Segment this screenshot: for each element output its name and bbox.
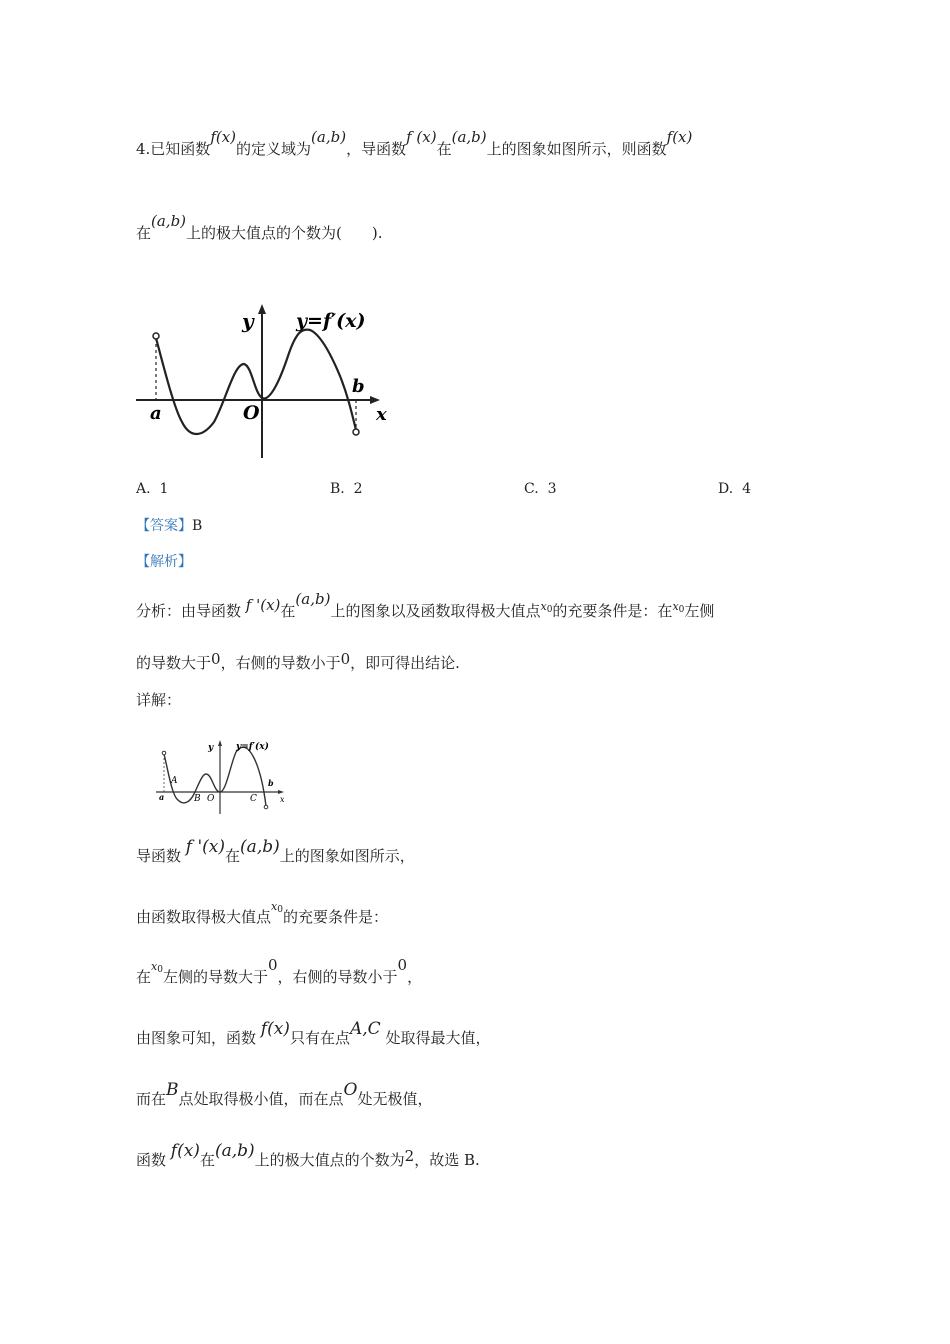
math-fprime: f '(x) [185,837,226,857]
y-axis-arrow-icon [218,740,222,746]
detail-text: 由图象可知，函数 [136,1029,257,1047]
point-b-label: B [194,794,201,804]
question-line-2 [136,212,383,243]
question-text: 4.已知函数 [136,140,211,158]
detail-text: 在 [136,968,152,986]
math-zero: 0 [340,650,351,668]
detail-text: 在 [225,847,241,865]
detail-text: 处取得最大值， [385,1029,491,1047]
detail-label: 详解： [136,691,182,709]
math-points: A,C [349,1019,381,1039]
option-d [718,481,751,497]
curve-label: y=f′(x) [236,742,269,752]
open-endpoint-b [264,805,268,809]
question-text: 上的极大值点的个数为( ). [186,224,383,242]
detail-text: 上的极大值点的个数为 [254,1151,405,1169]
derivative-graph [130,290,400,470]
math-fprime: f (x) [406,128,437,146]
x-axis-arrow-icon [370,396,380,404]
math-interval: (a,b) [295,590,331,608]
detail-line-4 [136,1019,491,1048]
math-zero: 0 [211,650,221,668]
math-fprime: f '(x) [245,596,281,614]
detail-text: 的充要条件是： [282,908,388,926]
option-c [524,481,557,497]
b-label: b [268,778,274,788]
option-letter: A. [136,481,151,497]
point-a-label: A [171,776,178,786]
analysis-text: 左侧 [684,602,715,620]
detail-text: 只有在点 [289,1029,350,1047]
detail-text: 处无极值， [357,1090,433,1108]
curve-label: y=f′(x) [296,310,366,332]
analysis-text: ，右侧的导数小于 [220,654,341,672]
question-text: ，导函数 [346,140,407,158]
question-text: 在 [136,224,152,242]
math-x: x [672,600,679,613]
option-a [136,481,168,497]
subscript-zero: 0 [157,965,163,975]
option-value: 2 [353,481,363,497]
analysis-text: 的导数大于 [136,654,212,672]
question-text: 在 [436,140,452,158]
math-point-o: O [343,1080,358,1100]
detail-text: 函数 [136,1151,167,1169]
option-letter: C. [524,481,539,497]
open-endpoint-b [353,429,359,435]
point-c-label: C [250,794,257,804]
math-two: 2 [404,1147,415,1165]
question-line-1 [136,128,693,159]
analysis-tag: 【解析】 [136,554,192,570]
origin-label: O [207,794,215,804]
analysis-text: ，即可得出结论. [350,654,460,672]
detail-text: ， [407,968,423,986]
option-letter: D. [718,481,734,497]
math-x0 [151,960,163,973]
open-endpoint-a [153,333,159,339]
math-x0 [271,900,283,913]
question-text: 的定义域为 [236,140,312,158]
answer-tag: 【答案】 [136,518,192,534]
math-point-b: B [166,1080,179,1100]
detail-line-3 [136,956,423,987]
math-fx: f(x) [170,1141,200,1161]
math-interval: (a,b) [151,212,187,230]
analysis-line-1 [136,590,715,621]
detail-line-2 [136,900,388,927]
b-label: b [352,376,365,397]
math-fx: f(x) [260,1019,290,1039]
detail-text: 由函数取得极大值点 [136,908,272,926]
detail-text: 在 [199,1151,215,1169]
math-x: x [271,900,278,913]
subscript-zero: 0 [277,905,283,915]
x-axis-arrow-icon [278,790,284,794]
analysis-text: 在 [280,602,296,620]
math-fx: f(x) [210,128,237,146]
x-label: x [280,795,285,804]
detail-line-6 [136,1141,480,1170]
answer-value: B [192,518,203,534]
option-letter: B. [330,481,345,497]
math-x0 [540,600,552,613]
detail-text: 上的图象如图所示， [279,847,415,865]
detail-text: 导函数 [136,847,182,865]
option-b [330,481,363,497]
math-zero: 0 [397,956,408,974]
analysis-text: 的充要条件是：在 [552,602,673,620]
subscript-zero: 0 [678,605,685,615]
open-endpoint-a [162,751,166,755]
detail-text: 左侧的导数大于 [162,968,268,986]
math-interval: (a,b) [214,1141,255,1161]
subscript-zero: 0 [546,605,553,615]
y-label: y [242,309,254,333]
math-x0 [672,600,684,613]
a-label: a [159,792,165,802]
analysis-text: 分析：由导函数 [136,602,242,620]
y-axis-arrow-icon [258,304,266,314]
a-label: a [150,403,162,424]
math-interval: (a,b) [240,837,280,857]
detail-text: ，故选 B. [414,1151,480,1169]
detail-text: 点处取得极小值，而在点 [178,1090,344,1108]
analysis-line-2 [136,652,460,673]
math-interval: (a,b) [311,128,347,146]
math-fx: f(x) [666,128,693,146]
math-zero: 0 [267,956,278,974]
detail-text: ，右侧的导数小于 [277,968,398,986]
option-value: 1 [159,481,169,497]
math-x: x [151,960,158,973]
question-text: 上的图象如图所示，则函数 [486,140,667,158]
math-x: x [540,600,547,613]
answer-line [136,515,202,535]
origin-label: O [243,402,260,424]
math-interval: (a,b) [451,128,487,146]
annotated-derivative-graph [152,736,292,816]
option-value: 3 [547,481,557,497]
x-label: x [376,404,387,425]
analysis-text: 上的图象以及函数取得极大值点 [330,602,541,620]
detail-line-1 [136,837,415,866]
detail-line-5 [136,1080,433,1109]
y-label: y [208,743,214,753]
option-value: 4 [742,481,752,497]
detail-text: 而在 [136,1090,167,1108]
